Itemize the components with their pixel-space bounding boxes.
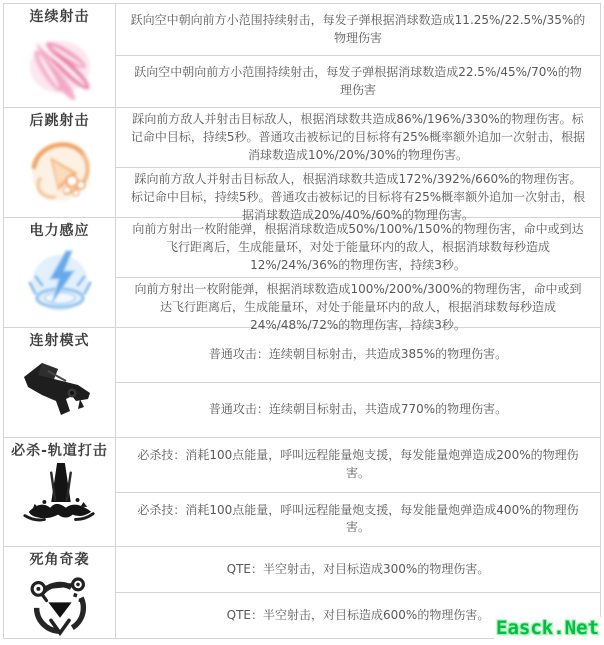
rifle-icon [20, 351, 100, 431]
skill-descriptions [116, 438, 600, 546]
skill-row-dianli-ganying [4, 218, 600, 332]
skill-desc-level1: 必杀技：消耗100点能量，呼叫远程能量炮支援，每发能量炮弹造成200%的物理伤害。 [137, 448, 579, 480]
skill-row-lianshe-moshi [4, 328, 600, 438]
skill-descriptions [116, 328, 600, 437]
skill-desc-level2: 向前方射出一枚附能弹，根据消球数造成100%/200%/300%的物理伤害，命中或到达飞行距离后，生成能量环，对处于能量环内的敌人，根据消球数每秒造成24%/48%/72%的物理伤害，持续3秒。 [116, 277, 600, 337]
pink-burst-icon [20, 27, 100, 107]
skill-desc-level1: QTE：半空射击，对目标造成300%的物理伤害。 [226, 561, 490, 576]
triangle-emblem-icon [24, 570, 96, 642]
skill-name: 后跳射击 [29, 113, 90, 129]
watermark: Easck.Net [496, 617, 599, 639]
skill-descriptions [116, 218, 600, 332]
skill-name: 死角奇袭 [29, 552, 90, 568]
orbital-strike-icon [21, 461, 99, 539]
skill-header [4, 547, 116, 638]
skill-desc-level1: 向前方射出一枚附能弹，根据消球数造成50%/100%/150%的物理伤害，命中或到达飞行距离后，生成能量环，对处于能量环内的敌人，根据消球数每秒造成12%/24%/36%的物理伤害，持续3秒。 [132, 222, 584, 272]
skill-table [3, 3, 601, 639]
skill-name: 必杀-轨道打击 [11, 443, 108, 459]
skill-desc-level2: QTE：半空射击，对目标造成600%的物理伤害。 [116, 592, 600, 638]
skill-header [4, 438, 116, 546]
skill-row-houtiao-sheji [4, 108, 600, 222]
skill-row-lianxu-sheji [4, 4, 600, 108]
skill-name: 连射模式 [29, 333, 90, 349]
skill-desc-level1: 踩向前方敌人并射击目标敌人，根据消球数共造成86%/196%/330%的物理伤害。标记命中目标，持续5秒。普通攻击被标记的目标将有25%概率额外追加一次射击，根据消球数造成10%/20%/30%的物理伤害。 [130, 112, 586, 162]
skill-desc-level2: 踩向前方敌人并射击目标敌人，根据消球数共造成172%/392%/660%的物理伤害。标记命中目标，持续5秒。普通攻击被标记的目标将有25%概率额外追加一次射击，根据消球数造成20%/40%/60%的物理伤害。 [116, 167, 600, 227]
skill-desc-level2: 必杀技：消耗100点能量，呼叫远程能量炮支援，每发能量炮弹造成400%的物理伤害。 [116, 492, 600, 547]
skill-row-bisha-guidao-daji [4, 438, 600, 547]
skill-descriptions [116, 4, 600, 107]
skill-desc-level1: 普通攻击：连续朝目标射击，共造成385%的物理伤害。 [208, 347, 508, 362]
orange-swirl-icon [20, 131, 100, 211]
skill-desc-level1: 跃向空中朝向前方小范围持续射击，每发子弹根据消球数造成11.25%/22.5%/35%的物理伤害 [130, 12, 586, 45]
skill-header [4, 218, 116, 327]
skill-desc-level2: 普通攻击：连续朝目标射击，共造成770%的物理伤害。 [116, 382, 600, 437]
skill-desc-level2: 跃向空中朝向前方小范围持续射击，每发子弹根据消球数造成22.5%/45%/70%的物理伤害 [116, 55, 600, 107]
skill-header [4, 328, 116, 437]
skill-name: 电力感应 [29, 223, 90, 239]
lightning-ring-icon [20, 241, 100, 321]
skill-descriptions [116, 108, 600, 222]
skill-header [4, 108, 116, 217]
skill-header [4, 4, 116, 107]
skill-name: 连续射击 [29, 9, 90, 25]
